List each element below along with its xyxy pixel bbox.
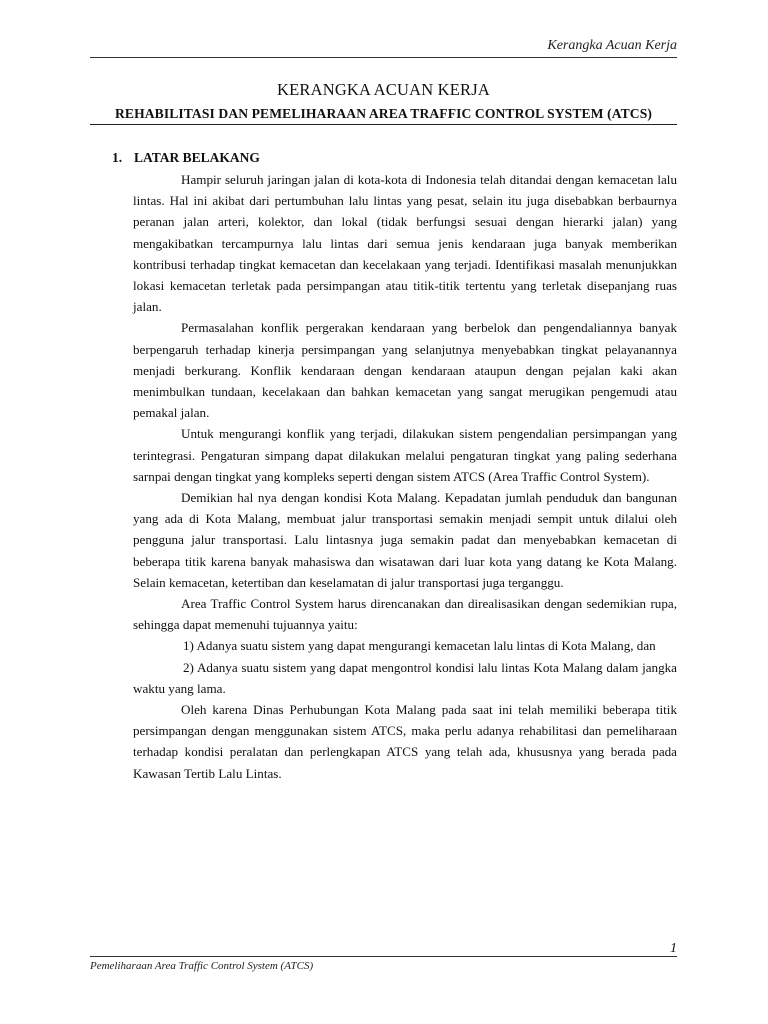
page-number: 1 [670,941,677,956]
paragraph: Permasalahan konflik pergerakan kendaraan yang berbelok dan pengendaliannya banyak berpengaruh terhadap kinerja persimpangan yang selanjutnya menyebabkan tingkat pelayanannya menjadi berkurang. Konflik kendaraan dengan kendaraan ataupun dengan pejalan kaki akan menimbulkan tundaan, kecelakaan dan bahkan kemacetan yang sangat merugikan pengemudi atau pemakal jalan. [133,320,677,421]
section-title: LATAR BELAKANG [134,150,260,165]
list-item: 2) Adanya suatu sistem yang dapat mengontrol kondisi lalu lintas Kota Malang dalam jangka waktu yang lama. [133,659,677,696]
running-header: Kerangka Acuan Kerja [547,38,677,53]
footer-divider [90,956,677,957]
document-subtitle: REHABILITASI DAN PEMELIHARAAN AREA TRAFFIC CONTROL SYSTEM (ATCS) [114,106,652,121]
section-number: 1. [112,150,123,165]
paragraph: Oleh karena Dinas Perhubungan Kota Malang pada saat ini telah memiliki beberapa titik persimpangan dengan menggunakan sistem ATCS, maka perlu adanya rehabilitasi dan pemeliharaan terhadap kondisi peralatan dan perlengkapan ATCS yang telah ada, khususnya yang berada pada Kawasan Tertib Lalu Lintas. [133,702,677,781]
subtitle-underline [90,124,677,125]
paragraph: Untuk mengurangi konflik yang terjadi, dilakukan sistem pengendalian persimpangan yang terintegrasi. Pengaturan simpang dapat dilakukan melalui pengaturan tingkat yang paling sederhana sarnpai dengan tingkat yang kompleks seperti dengan sistem ATCS (Area Traffic Control System). [133,426,677,484]
header-divider [90,57,677,58]
section-body [133,169,677,784]
paragraph: Hampir seluruh jaringan jalan di kota-kota di Indonesia telah ditandai dengan kemacetan lalu lintas. Hal ini akibat dari pertumbuhan lalu lintas yang pesat, selain itu juga disebabkan berbaurnya peranan jalan arteri, kolektor, dan lokal (tidak berfungsi sesuai dengan hierarki jalan) yang mengakibatkan tercampurnya lalu lintas dari semua jenis kendaraan juga banyak memberikan kontribusi terhadap tingkat kemacetan dan kecelakaan yang terjadi. Identifikasi masalah menunjukkan lokasi kemacetan terletak pada persimpangan atau titik-titik tertentu yang terletak disepanjang ruas jalan. [133,172,677,315]
paragraph: Demikian hal nya dengan kondisi Kota Malang. Kepadatan jumlah penduduk dan bangunan yang ada di Kota Malang, membuat jalur transportasi semakin menjadi sempit untuk dilalui oleh pengguna jalur transportasi. Lalu lintasnya juga semakin padat dan menyebabkan kemacetan di beberapa titik karena banyak mahasiswa dan wisatawan dari luar kota yang datang ke Kota Malang. Selain kemacetan, ketertiban dan keselamatan di jalur transportasi juga terganggu. [133,490,677,590]
list-item: 1) Adanya suatu sistem yang dapat mengurangi kemacetan lalu lintas di Kota Malang, dan [183,638,656,654]
document-title: KERANGKA ACUAN KERJA [276,80,490,99]
running-footer: Pemeliharaan Area Traffic Control System (ATCS) [90,960,314,972]
section-heading [112,150,260,166]
paragraph: Area Traffic Control System harus direncanakan dan direalisasikan dengan sedemikian rupa, sehingga dapat memenuhi tujuannya yaitu: [133,596,677,633]
